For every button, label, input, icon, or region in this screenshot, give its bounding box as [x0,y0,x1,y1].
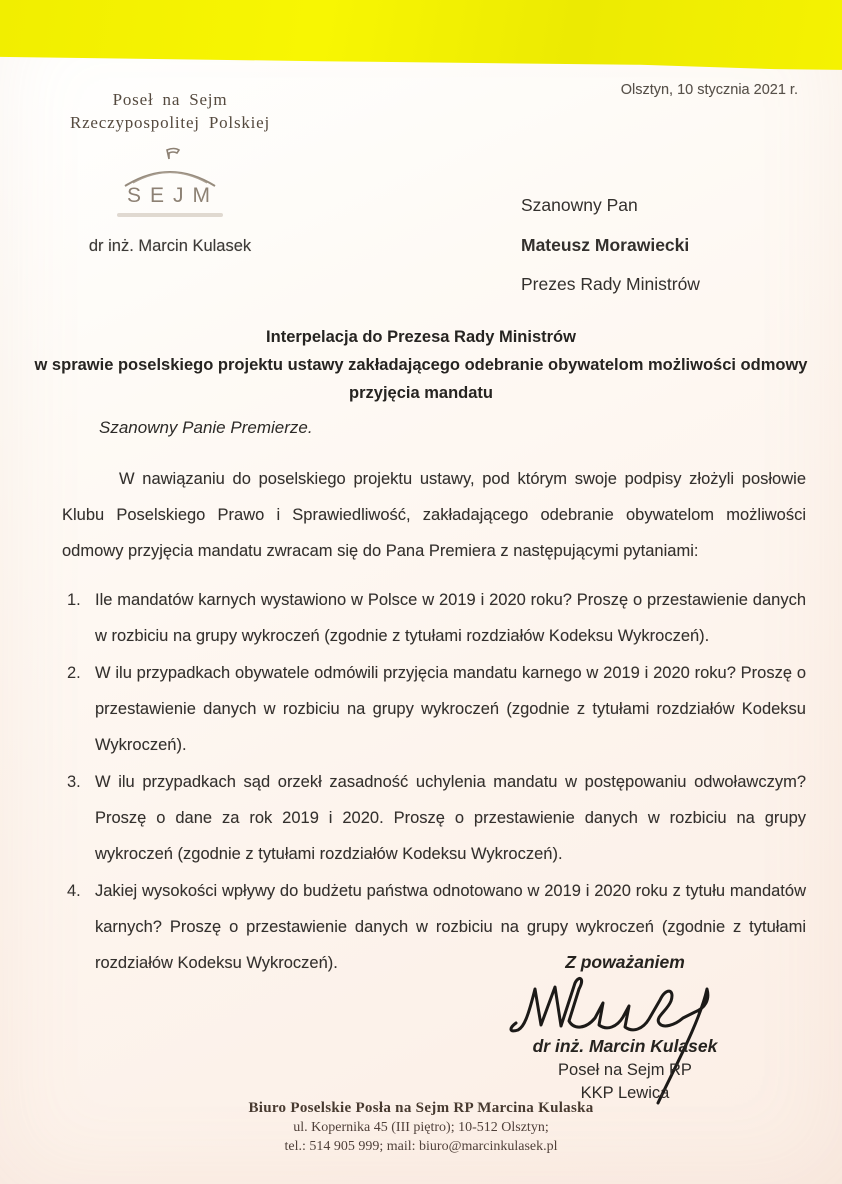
questions-list [62,582,806,982]
recipient-title: Prezes Rady Ministrów [521,274,700,294]
question-item [62,764,806,872]
member-name: dr inż. Marcin Kulasek [88,237,252,255]
recipient-name: Mateusz Morawiecki [521,234,690,255]
signer-name: dr inż. Marcin Kulasek [532,1036,718,1056]
subject-line1: Interpelacja do Prezesa Rady Ministrów [266,328,576,346]
question-text: W ilu przypadkach sąd orzekł zasadność uchylenia mandatu w postępowaniu odwoławczym? Proszę o dane za rok 2019 i 2020. Proszę o przestawienie danych w rozbiciu na grupy wykroczeń (zgodnie z tytułami rozdziałów Kodeksu Wykroczeń). [95,773,806,863]
recipient-salutation: Szanowny Pan [521,195,638,215]
letterhead-title-line2: Rzeczypospolitej Polskiej [69,113,271,132]
valediction: Z poważaniem [565,952,685,972]
sejm-logo-text: SEJM [126,184,219,207]
question-item [62,655,806,763]
subject-block [31,323,811,407]
question-number: 1. [67,591,81,609]
sejm-logo [52,146,288,217]
office-footer [0,1099,842,1156]
question-text: Jakiej wysokości wpływy do budżetu państwa odnotowano w 2019 i 2020 roku z tytułu mandatów karnych? Proszę o przestawienie danych w rozbiciu na grupy wykroczeń (zgodnie z tytułami rozdziałów Kodeksu Wykroczeń). [95,882,806,972]
question-item [62,582,806,654]
letterhead [52,88,288,256]
signer-role-mp: Poseł na Sejm RP [558,1061,692,1079]
question-number: 2. [67,664,81,682]
sejm-logo-subtext-bar [117,213,223,217]
letterhead-title-line1: Poseł na Sejm [112,90,228,109]
footer-office-name: Biuro Poselskie Posła na Sejm RP Marcina Kulaska [248,1100,594,1116]
scan-background-strip [0,0,842,72]
signer-role-club: KKP Lewica [580,1084,670,1102]
salutation: Szanowny Panie Premierze. [99,418,313,437]
question-text: Ile mandatów karnych wystawiono w Polsce w 2019 i 2020 roku? Proszę o przestawienie danych w rozbiciu na grupy wykroczeń (zgodnie z tytułami rozdziałów Kodeksu Wykroczeń). [95,591,806,645]
question-number: 4. [67,882,81,900]
subject-line2: w sprawie poselskiego projektu ustawy zakładającego odebranie obywatelom możliwości odmowy [34,356,808,374]
recipient-block [521,186,700,305]
footer-contact: tel.: 514 905 999; mail: biuro@marcinkulasek.pl [284,1139,558,1154]
intro-paragraph: W nawiązaniu do poselskiego projektu ustawy, pod którym swoje podpisy złożyli posłowie Klubu Poselskiego Prawo i Sprawiedliwość, zakładającego odebranie obywatelom możliwości odmowy przyjęcia mandatu zwracam się do Pana Premiera z następującymi pytaniami: [62,470,806,560]
question-text: W ilu przypadkach obywatele odmówili przyjęcia mandatu karnego w 2019 i 2020 roku? Proszę o przestawienie danych w rozbiciu na grupy wykroczeń (zgodnie z tytułami rozdziałów Kodeksu Wykroczeń). [95,664,806,754]
subject-line3: przyjęcia mandatu [349,384,493,402]
letterhead-title [52,88,288,134]
footer-address: ul. Kopernika 45 (III piętro); 10-512 Olsztyn; [293,1120,549,1135]
date-line: Olsztyn, 10 stycznia 2021 r. [620,82,798,98]
question-number: 3. [67,773,81,791]
